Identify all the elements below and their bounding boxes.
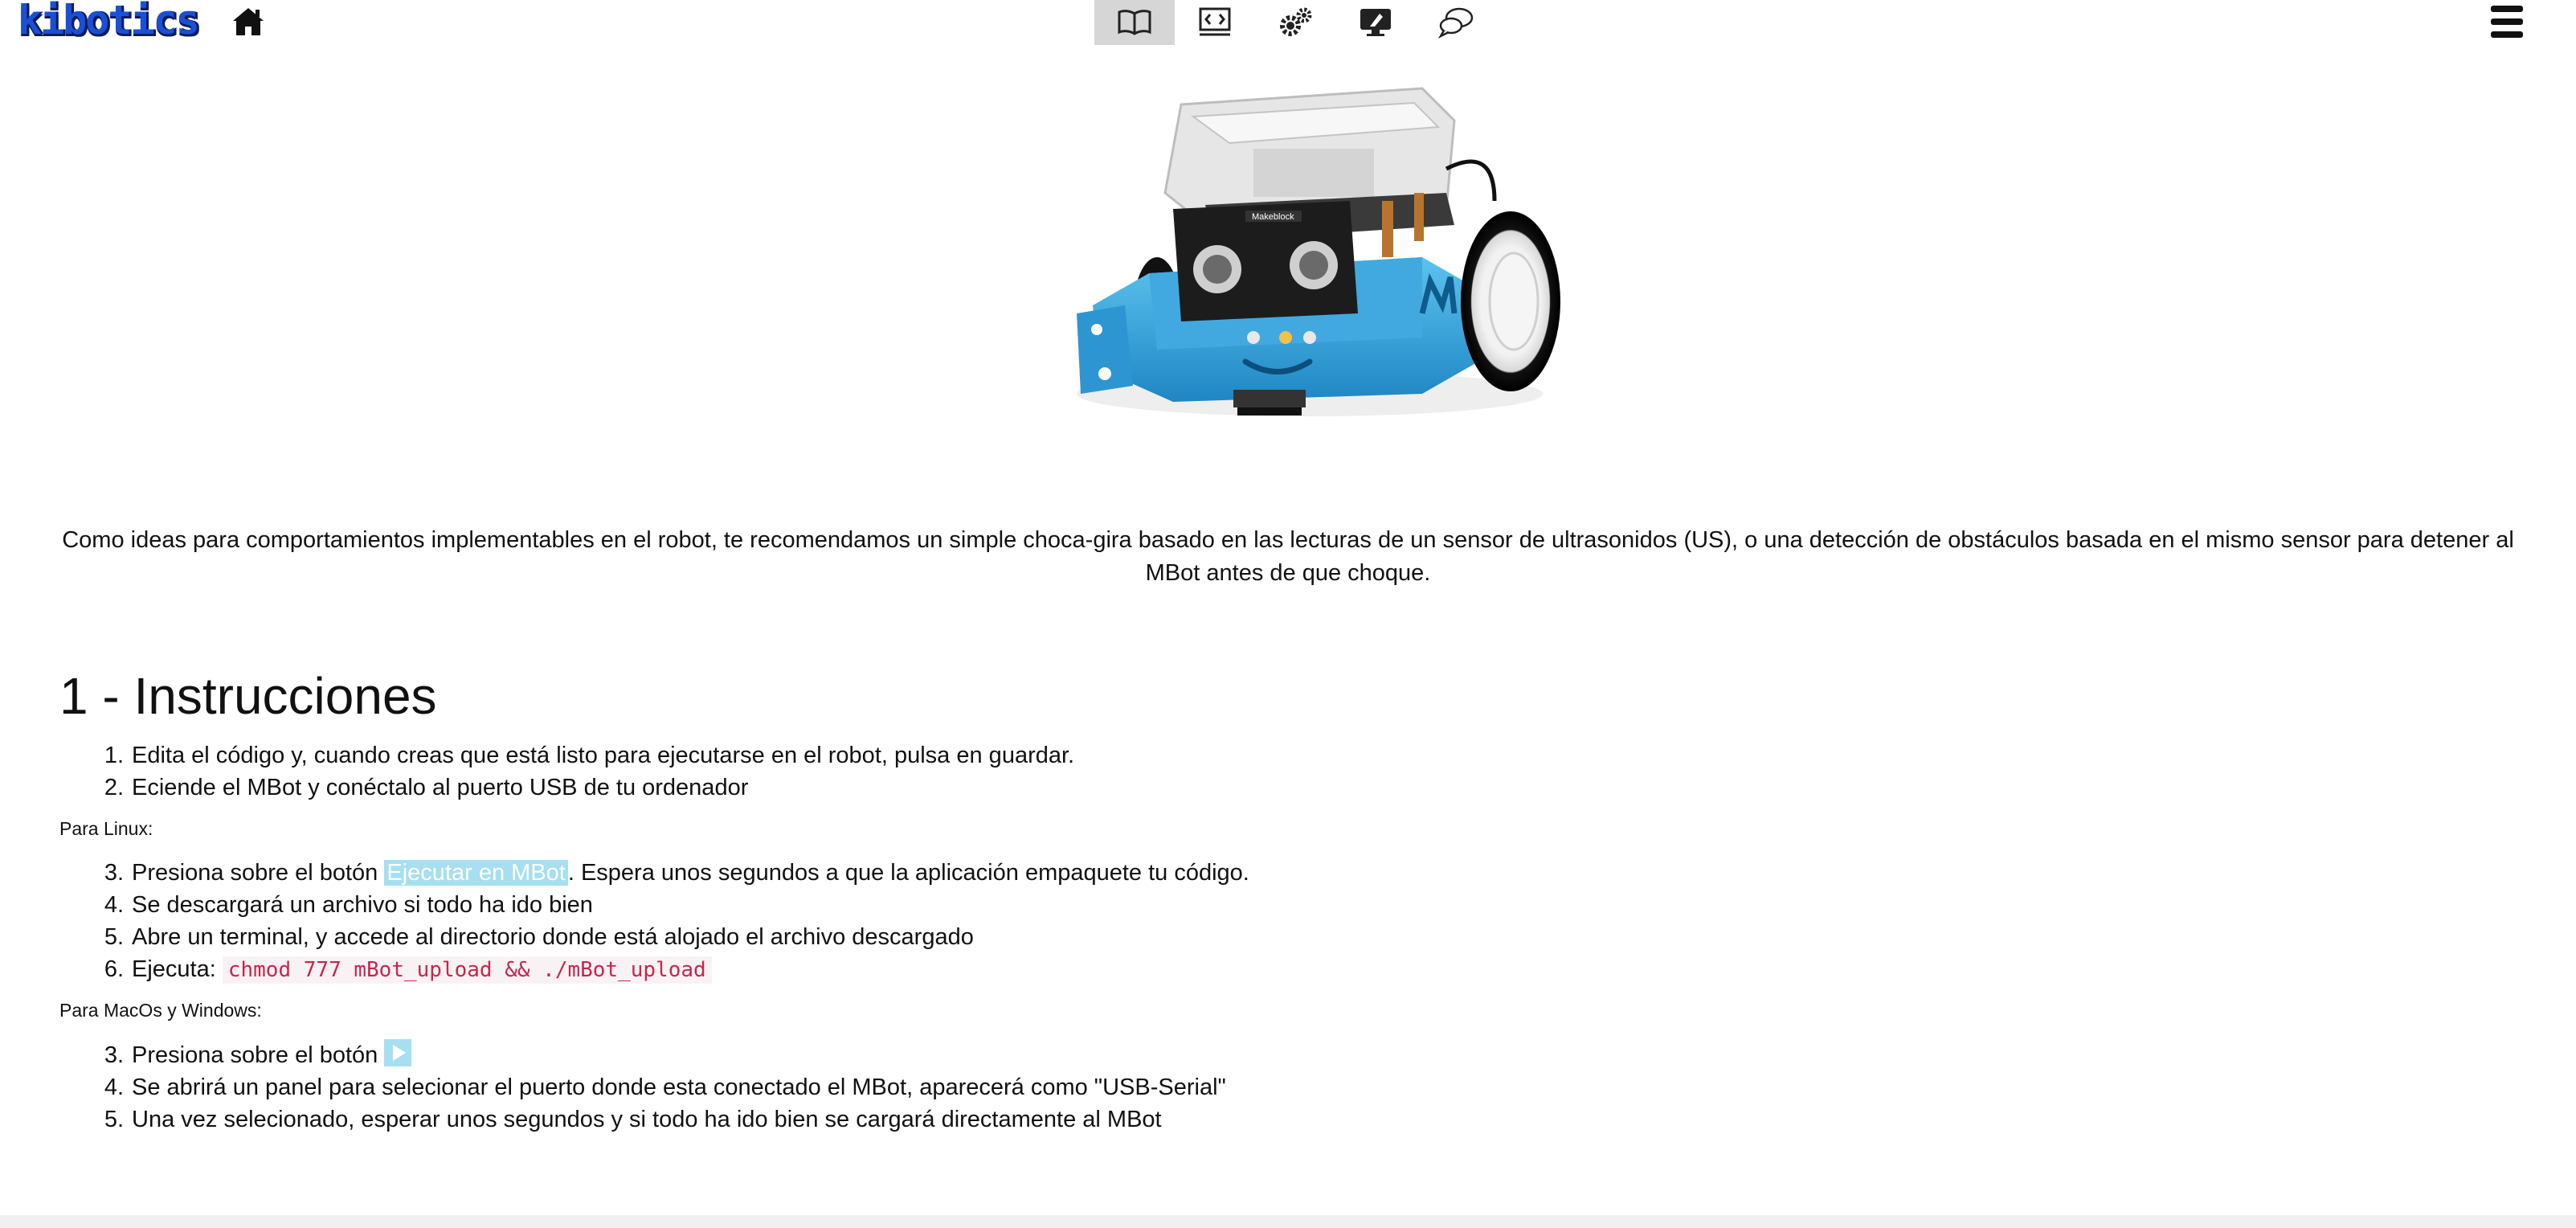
- tab-forum[interactable]: [1416, 0, 1496, 45]
- main-menu-button[interactable]: [2488, 2, 2526, 42]
- code-editor-icon: [1198, 6, 1232, 39]
- general-steps-list: [59, 739, 1074, 804]
- list-item: 4. Se abrirá un panel para selecionar el puerto donde esta conectado el MBot, aparecerá como "USB-Serial": [104, 1074, 1226, 1100]
- kibotics-logo[interactable]: kibotics: [18, 0, 198, 43]
- play-icon[interactable]: [384, 1039, 411, 1066]
- instructions-title: 1 - Instrucciones: [59, 667, 437, 725]
- tab-settings[interactable]: [1255, 0, 1335, 45]
- tab-exercise-info[interactable]: [1094, 0, 1175, 45]
- nav-tabs: [1094, 0, 1496, 45]
- page-footer-strip: [0, 1215, 2576, 1228]
- linux-steps-list: [59, 857, 1249, 986]
- home-button[interactable]: [230, 3, 267, 40]
- chat-icon: [1437, 6, 1474, 39]
- run-on-mbot-button[interactable]: Ejecutar en MBot: [384, 860, 567, 886]
- intro-paragraph: Como ideas para comportamientos implementables en el robot, te recomendamos un simple choca-gira basado en las lecturas de un sensor de ultrasonidos (US), o una detección de obstáculos basada en el mismo sensor para detener al MBot antes de que choque.: [62, 527, 2514, 586]
- svg-text:Makeblock: Makeblock: [1252, 212, 1294, 222]
- home-icon: [232, 6, 264, 37]
- list-item: 6. Ejecuta: chmod 777 mBot_upload && ./mBot_upload: [59, 953, 1249, 986]
- gears-icon: [1278, 6, 1313, 39]
- tab-simulator[interactable]: [1335, 0, 1416, 45]
- list-item: 3. Presiona sobre el botón Ejecutar en MBot . Espera unos segundos a que la aplicación empaquete tu código.: [104, 860, 1249, 886]
- list-item: 5. Abre un terminal, y accede al directorio donde está alojado el archivo descargado: [104, 924, 974, 950]
- macos-windows-steps-list: [59, 1039, 1226, 1136]
- upload-command: chmod 777 mBot_upload && ./mBot_upload: [223, 956, 712, 984]
- list-item: 5. Una vez selecionado, esperar unos segundos y si todo ha ido bien se cargará directamente al MBot: [104, 1107, 1162, 1132]
- macos-windows-heading: Para MacOs y Windows:: [59, 1000, 262, 1021]
- linux-heading: Para Linux:: [59, 818, 153, 839]
- list-item: 2. Eciende el MBot y conéctalo al puerto USB de tu ordenador: [104, 775, 749, 800]
- hamburger-menu-icon: [2491, 4, 2523, 39]
- list-item: 1. Edita el código y, cuando creas que está listo para ejecutarse en el robot, pulsa en guardar.: [104, 743, 1075, 768]
- mbot-robot-image: [1045, 72, 1591, 474]
- tab-code-editor[interactable]: [1175, 0, 1255, 45]
- list-item: 3. Presiona sobre el botón: [59, 1039, 1226, 1071]
- book-icon: [1117, 9, 1152, 36]
- list-item: 4. Se descargará un archivo si todo ha ido bien: [104, 892, 593, 918]
- top-navbar: [0, 0, 2576, 45]
- monitor-icon: [1359, 7, 1392, 38]
